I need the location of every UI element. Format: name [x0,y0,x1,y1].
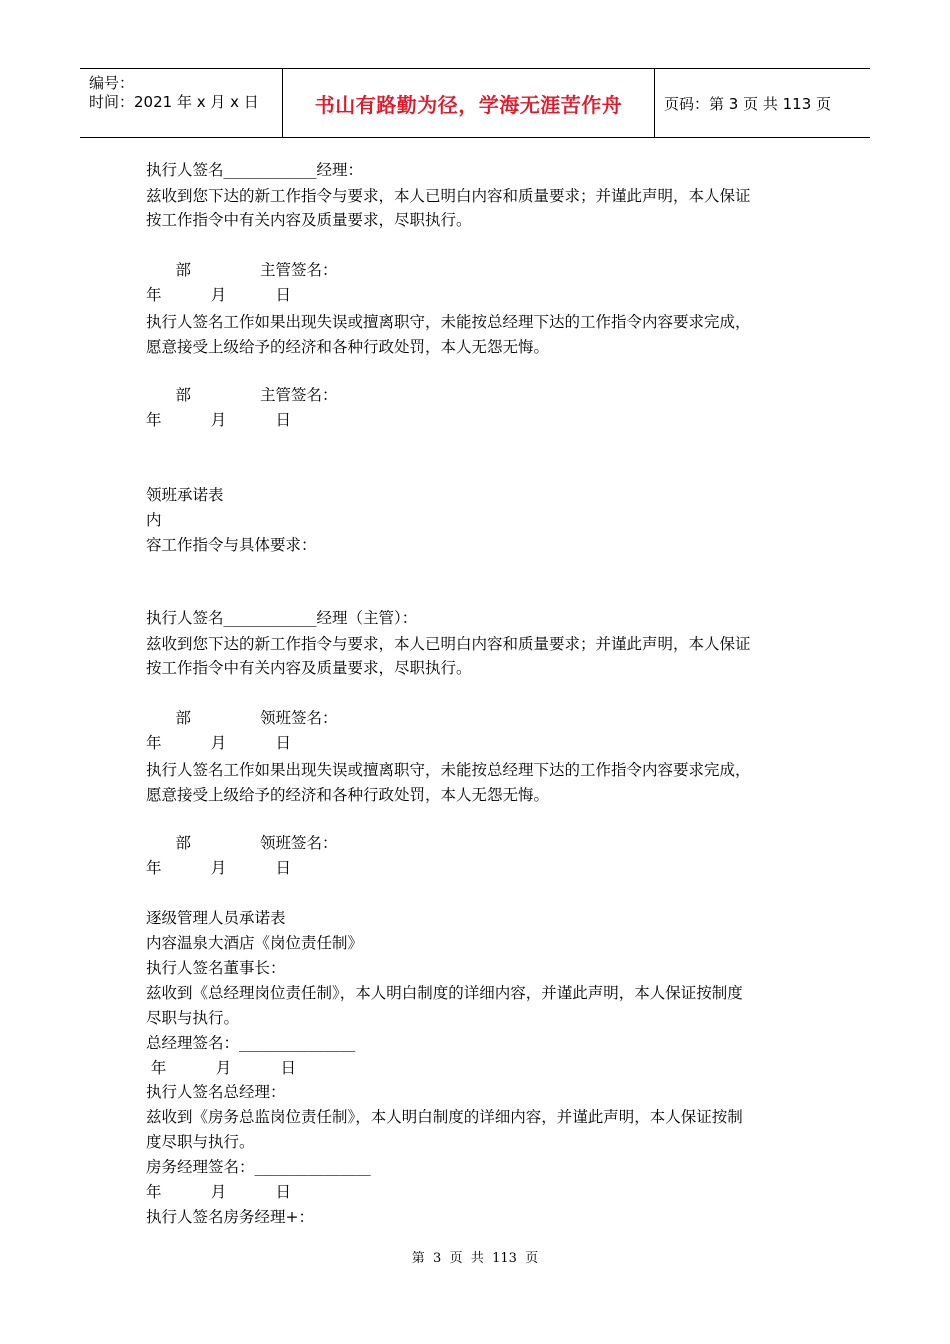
text-line: 部 主管签名： [146,386,338,404]
text-line: 度尽职与执行。 [146,1133,255,1151]
text-line: 部 领班签名： [146,834,338,852]
text-line: 执行人签名工作如果出现失误或擅离职守，未能按总经理下达的工作指令内容要求完成， [146,313,751,331]
text-line: 愿意接受上级给予的经济和各种行政处罚，本人无怨无悔。 [146,786,550,804]
text-line: 按工作指令中有关内容及质量要求，尽职执行。 [146,211,472,229]
text-line: 年 月 日 [146,286,292,304]
text-line: 房务经理签名：_______________ [146,1158,371,1176]
text-line: 容工作指令与具体要求： [146,536,317,554]
header-meta-cell [80,69,283,137]
text-line: 尽职与执行。 [146,1009,240,1027]
text-line: 执行人签名工作如果出现失误或擅离职守，未能按总经理下达的工作指令内容要求完成， [146,761,751,779]
text-line: 部 主管签名： [146,261,338,279]
text-line: 部 领班签名： [146,709,338,727]
text-line: 年 月 日 [146,411,292,429]
text-line: 按工作指令中有关内容及质量要求，尽职执行。 [146,659,472,677]
section-title: 逐级管理人员承诺表 [146,909,286,927]
text-line: 兹收到《总经理岗位责任制》，本人明白制度的详细内容，并谨此声明，本人保证按制度 [146,984,743,1002]
section-title: 领班承诺表 [146,486,224,504]
text-line: 执行人签名____________经理： [146,161,364,179]
header-motto-cell [283,69,655,137]
text-line: 执行人签名董事长： [146,959,286,977]
document-date-label: 时间：2021 年 x 月 x 日 [89,93,259,111]
text-line: 兹收到您下达的新工作指令与要求，本人已明白内容和质量要求；并谨此声明，本人保证 [146,187,751,205]
text-line: 执行人签名总经理： [146,1083,286,1101]
text-line: 年 月 日 [146,859,292,877]
text-line: 年 月 日 [146,1059,296,1077]
text-line: 兹收到您下达的新工作指令与要求，本人已明白内容和质量要求；并谨此声明，本人保证 [146,635,751,653]
header-page-info: 页码：第 3 页 共 113 页 [664,94,832,113]
text-line: 总经理签名：_______________ [146,1034,356,1052]
text-line: 年 月 日 [146,1183,292,1201]
text-line: 内 [146,511,162,529]
text-line: 内容温泉大酒店《岗位责任制》 [146,934,364,952]
page-footer: 第 3 页 共 113 页 [411,1251,539,1266]
text-line: 年 月 日 [146,734,292,752]
text-line: 执行人签名房务经理+： [146,1208,314,1226]
text-line: 兹收到《房务总监岗位责任制》，本人明白制度的详细内容，并谨此声明，本人保证按制 [146,1108,743,1126]
page-header [80,68,870,138]
text-line: 愿意接受上级给予的经济和各种行政处罚，本人无怨无悔。 [146,338,550,356]
document-number-label: 编号： [89,74,135,92]
header-motto: 书山有路勤为径，学海无涯苦作舟 [314,92,623,117]
text-line: 执行人签名____________经理（主管）： [146,609,418,627]
